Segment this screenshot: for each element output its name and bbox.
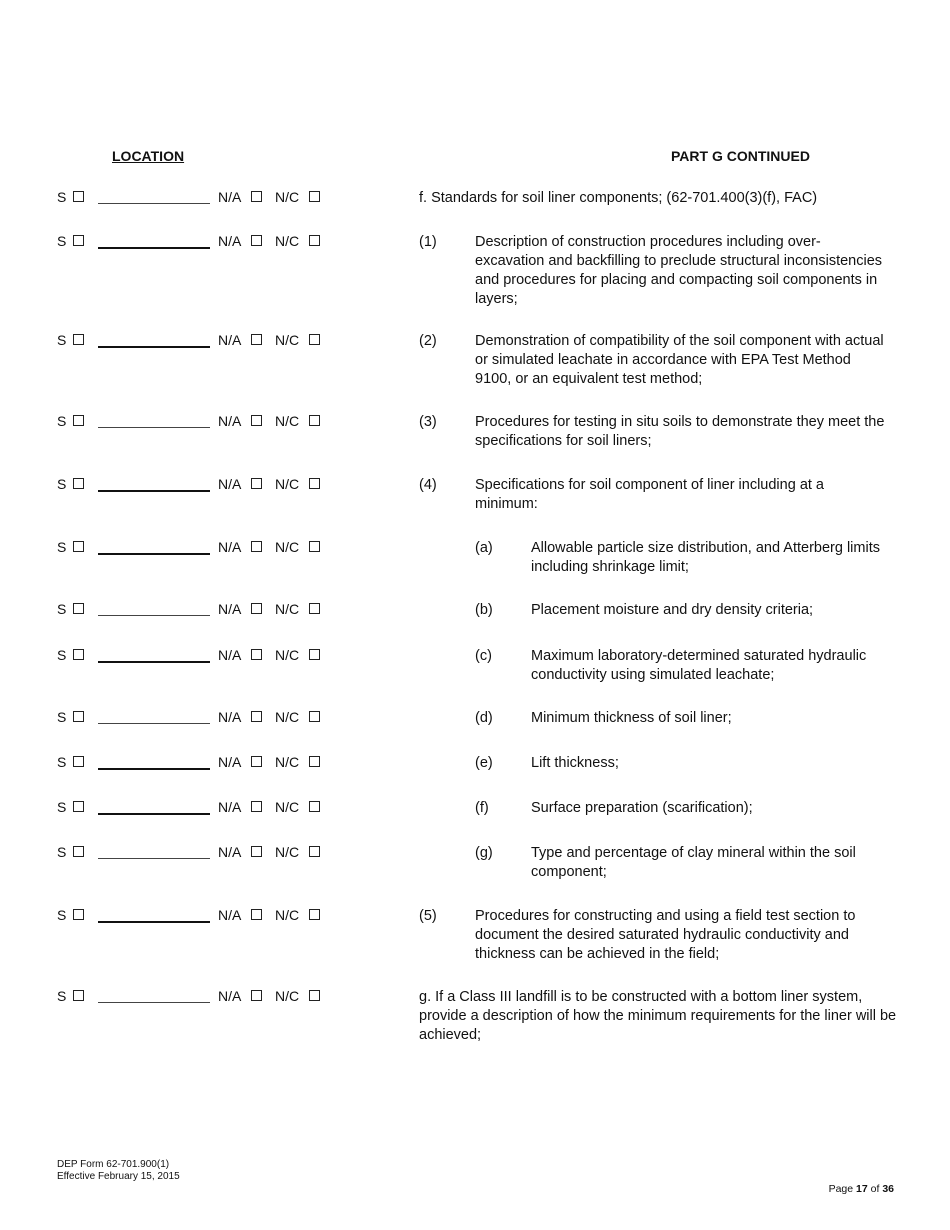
form-info <box>57 1159 180 1183</box>
nc-label: N/C <box>275 754 300 770</box>
na-checkbox[interactable] <box>251 801 262 812</box>
item-number: (3) <box>419 414 437 430</box>
item-number: (f) <box>475 800 489 816</box>
s-label: S <box>57 907 67 923</box>
item-text: f. Standards for soil liner components; (62-701.400(3)(f), FAC) <box>419 190 818 206</box>
item-text: Placement moisture and dry density criteria; <box>531 602 814 618</box>
s-checkbox[interactable] <box>73 909 84 920</box>
location-blank[interactable] <box>98 1002 210 1003</box>
item-number: (a) <box>475 540 493 556</box>
s-label: S <box>57 647 67 663</box>
s-label: S <box>57 754 67 770</box>
nc-checkbox[interactable] <box>309 235 320 246</box>
nc-label: N/C <box>275 844 300 860</box>
location-blank[interactable] <box>98 427 210 428</box>
na-checkbox[interactable] <box>251 603 262 614</box>
item-text: Type and percentage of clay mineral within the soil component; <box>531 845 856 880</box>
na-checkbox[interactable] <box>251 415 262 426</box>
s-label: S <box>57 709 67 725</box>
item-text: Description of construction procedures including over-excavation and backfilling to preclude structural inconsistencies and procedures for placing and compacting soil components in layers; <box>475 234 883 307</box>
na-label: N/A <box>218 754 242 770</box>
nc-checkbox[interactable] <box>309 756 320 767</box>
location-blank[interactable] <box>98 768 210 770</box>
s-checkbox[interactable] <box>73 191 84 202</box>
s-label: S <box>57 539 67 555</box>
na-checkbox[interactable] <box>251 909 262 920</box>
part-heading: PART G CONTINUED <box>671 148 810 164</box>
item-text: Procedures for testing in situ soils to demonstrate they meet the specifications for soil liners; <box>475 414 885 449</box>
location-blank[interactable] <box>98 813 210 815</box>
s-checkbox[interactable] <box>73 415 84 426</box>
nc-checkbox[interactable] <box>309 649 320 660</box>
item-text: Maximum laboratory-determined saturated hydraulic conductivity using simulated leachate; <box>531 648 867 683</box>
na-label: N/A <box>218 539 242 555</box>
na-checkbox[interactable] <box>251 334 262 345</box>
location-blank[interactable] <box>98 661 210 663</box>
item-number: (4) <box>419 477 437 493</box>
s-label: S <box>57 601 67 617</box>
s-checkbox[interactable] <box>73 990 84 1001</box>
nc-checkbox[interactable] <box>309 541 320 552</box>
item-text: Specifications for soil component of liner including at a minimum: <box>475 477 824 512</box>
na-checkbox[interactable] <box>251 541 262 552</box>
na-label: N/A <box>218 988 242 1004</box>
nc-checkbox[interactable] <box>309 801 320 812</box>
location-blank[interactable] <box>98 553 210 555</box>
location-heading: LOCATION <box>112 148 185 164</box>
na-label: N/A <box>218 233 242 249</box>
s-label: S <box>57 476 67 492</box>
s-label: S <box>57 413 67 429</box>
na-label: N/A <box>218 332 242 348</box>
item-text: Minimum thickness of soil liner; <box>531 710 732 726</box>
na-label: N/A <box>218 647 242 663</box>
na-label: N/A <box>218 189 242 205</box>
na-checkbox[interactable] <box>251 235 262 246</box>
item-number: (2) <box>419 333 437 349</box>
item-number: (e) <box>475 755 493 771</box>
nc-checkbox[interactable] <box>309 415 320 426</box>
na-label: N/A <box>218 709 242 725</box>
item-number: (d) <box>475 710 493 726</box>
page-label: Page <box>828 1183 854 1195</box>
nc-label: N/C <box>275 709 300 725</box>
s-label: S <box>57 233 67 249</box>
nc-label: N/C <box>275 988 300 1004</box>
na-checkbox[interactable] <box>251 846 262 857</box>
na-label: N/A <box>218 601 242 617</box>
s-checkbox[interactable] <box>73 756 84 767</box>
item-text: g. If a Class III landfill is to be constructed with a bottom liner system, provide a description of how the minimum requirements for the liner will be achieved; <box>419 989 897 1043</box>
s-checkbox[interactable] <box>73 801 84 812</box>
page-number <box>829 1183 894 1195</box>
s-checkbox[interactable] <box>73 603 84 614</box>
item-text: Demonstration of compatibility of the soil component with actual or simulated leachate in accordance with EPA Test Method 9100, or an equivalent test method; <box>475 333 884 387</box>
na-label: N/A <box>218 799 242 815</box>
item-text: Surface preparation (scarification); <box>531 800 753 816</box>
page-total: 36 <box>882 1183 894 1195</box>
na-checkbox[interactable] <box>251 711 262 722</box>
nc-checkbox[interactable] <box>309 478 320 489</box>
location-blank[interactable] <box>98 247 210 249</box>
na-label: N/A <box>218 907 242 923</box>
s-checkbox[interactable] <box>73 478 84 489</box>
nc-label: N/C <box>275 233 300 249</box>
nc-checkbox[interactable] <box>309 990 320 1001</box>
location-blank[interactable] <box>98 346 210 348</box>
s-checkbox[interactable] <box>73 541 84 552</box>
s-checkbox[interactable] <box>73 235 84 246</box>
nc-checkbox[interactable] <box>309 909 320 920</box>
nc-label: N/C <box>275 799 300 815</box>
location-blank[interactable] <box>98 858 210 859</box>
item-number: (1) <box>419 234 437 250</box>
s-label: S <box>57 988 67 1004</box>
na-checkbox[interactable] <box>251 478 262 489</box>
na-checkbox[interactable] <box>251 191 262 202</box>
s-checkbox[interactable] <box>73 334 84 345</box>
s-label: S <box>57 799 67 815</box>
na-checkbox[interactable] <box>251 649 262 660</box>
location-blank[interactable] <box>98 723 210 724</box>
s-checkbox[interactable] <box>73 649 84 660</box>
item-text: Lift thickness; <box>531 755 619 771</box>
form-number: DEP Form 62-701.900(1) <box>57 1159 170 1170</box>
item-number: (5) <box>419 908 437 924</box>
s-checkbox[interactable] <box>73 711 84 722</box>
na-label: N/A <box>218 476 242 492</box>
nc-label: N/C <box>275 601 300 617</box>
s-label: S <box>57 844 67 860</box>
nc-label: N/C <box>275 476 300 492</box>
na-checkbox[interactable] <box>251 990 262 1001</box>
s-label: S <box>57 332 67 348</box>
page-of: of <box>870 1183 880 1195</box>
na-label: N/A <box>218 844 242 860</box>
nc-checkbox[interactable] <box>309 846 320 857</box>
nc-label: N/C <box>275 413 300 429</box>
location-blank[interactable] <box>98 203 210 204</box>
s-checkbox[interactable] <box>73 846 84 857</box>
item-number: (c) <box>475 648 492 664</box>
location-blank[interactable] <box>98 921 210 923</box>
nc-label: N/C <box>275 332 300 348</box>
location-blank[interactable] <box>98 490 210 492</box>
item-number: (g) <box>475 845 493 861</box>
nc-label: N/C <box>275 647 300 663</box>
na-label: N/A <box>218 413 242 429</box>
nc-checkbox[interactable] <box>309 334 320 345</box>
item-text: Allowable particle size distribution, and Atterberg limits including shrinkage limit; <box>531 540 880 575</box>
nc-checkbox[interactable] <box>309 711 320 722</box>
nc-checkbox[interactable] <box>309 603 320 614</box>
nc-checkbox[interactable] <box>309 191 320 202</box>
location-blank[interactable] <box>98 615 210 616</box>
nc-label: N/C <box>275 539 300 555</box>
s-label: S <box>57 189 67 205</box>
na-checkbox[interactable] <box>251 756 262 767</box>
page-current: 17 <box>856 1183 868 1195</box>
item-number: (b) <box>475 602 493 618</box>
nc-label: N/C <box>275 189 300 205</box>
nc-label: N/C <box>275 907 300 923</box>
item-text: Procedures for constructing and using a field test section to document the desired saturated hydraulic conductivity and thickness can be achieved in the field; <box>475 908 856 962</box>
effective-date: Effective February 15, 2015 <box>57 1171 180 1182</box>
